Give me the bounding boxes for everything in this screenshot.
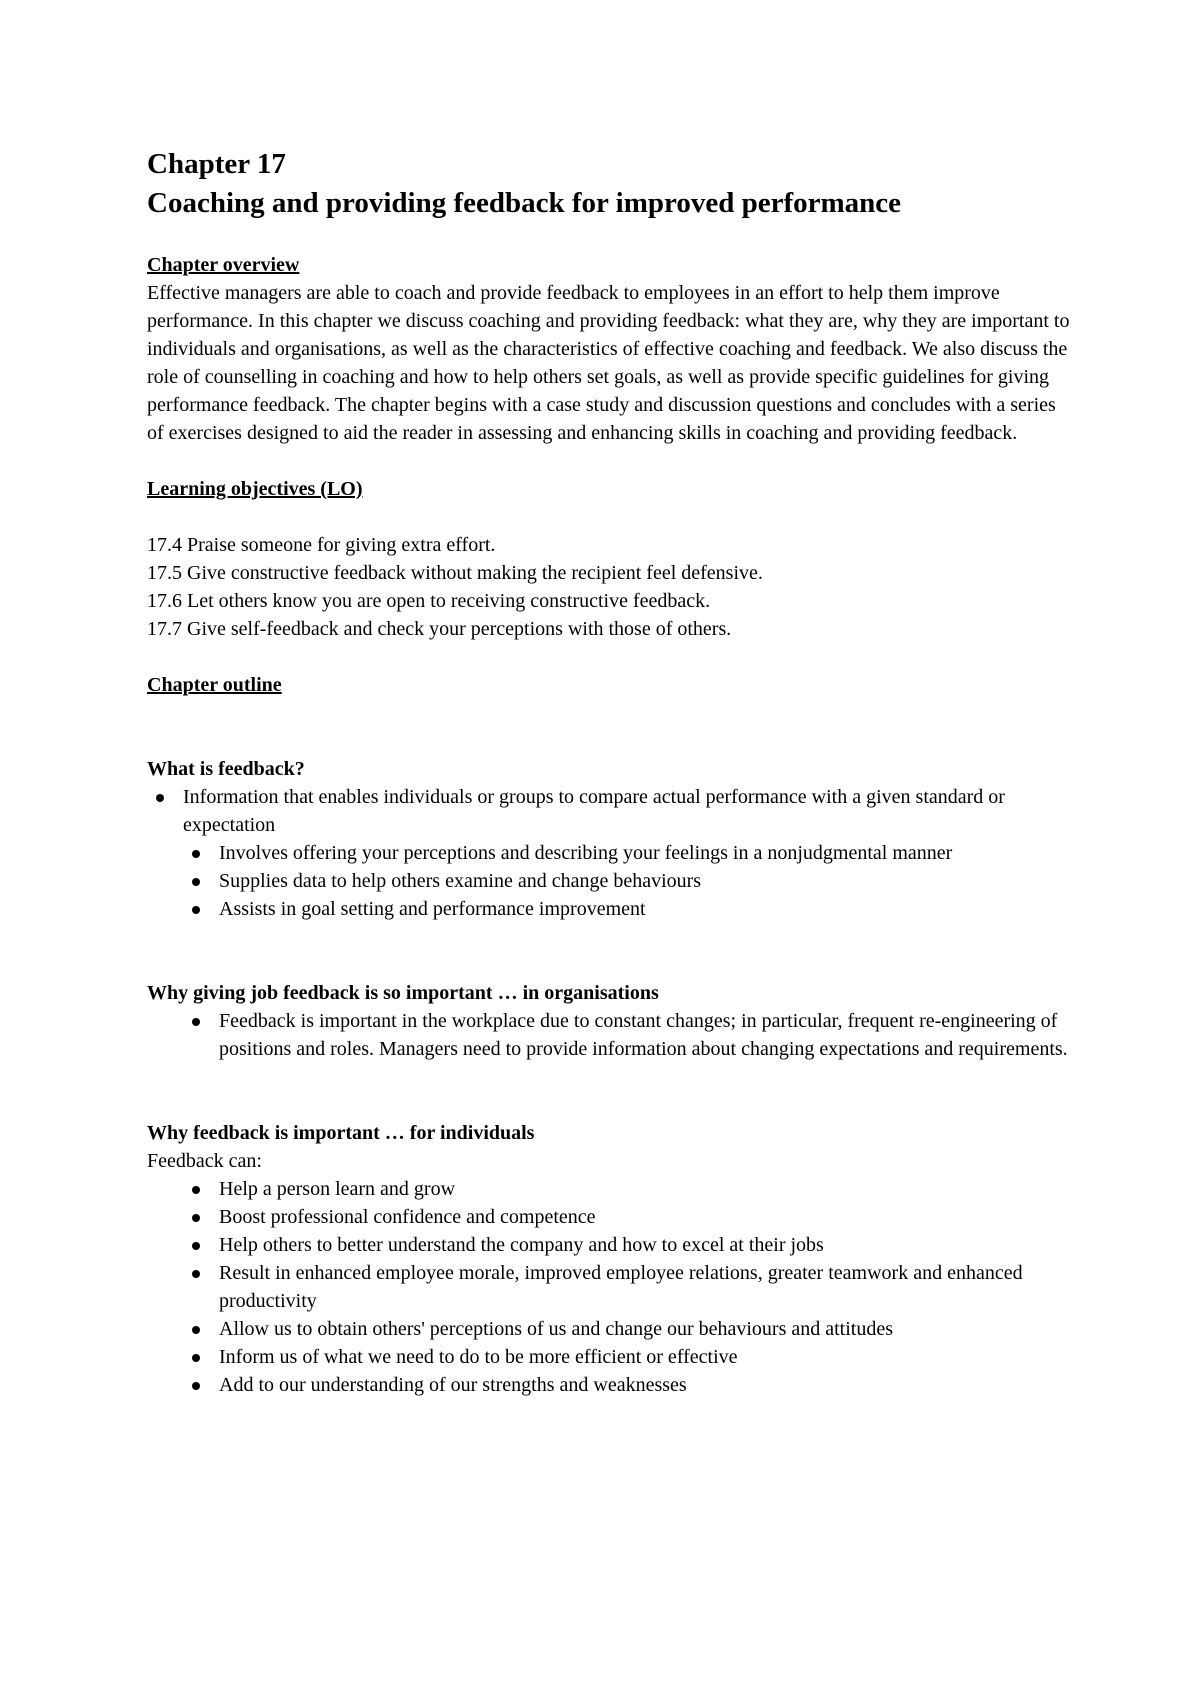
list-item — [183, 1007, 1077, 1063]
objective-item: 17.4 Praise someone for giving extra effort. — [147, 534, 496, 556]
list-item-text: Help a person learn and grow — [219, 1178, 456, 1200]
bullet-icon — [156, 794, 164, 802]
what-is-feedback-list — [147, 783, 1077, 839]
bullet-icon — [192, 1018, 200, 1026]
objective-item: 17.6 Let others know you are open to receiving constructive feedback. — [147, 590, 711, 612]
list-item-text: Boost professional confidence and competence — [219, 1206, 596, 1228]
list-item-text: Information that enables individuals or groups to compare actual performance with a given standard or expectation — [183, 786, 1005, 836]
list-item-text: Result in enhanced employee morale, improved employee relations, greater teamwork and enhanced productivity — [219, 1262, 1023, 1312]
what-is-feedback-heading: What is feedback? — [147, 758, 305, 780]
bullet-icon — [192, 878, 200, 886]
chapter-title: Coaching and providing feedback for improved performance — [147, 187, 902, 219]
list-item — [183, 1343, 1077, 1371]
bullet-icon — [192, 906, 200, 914]
list-item-text: Supplies data to help others examine and change behaviours — [219, 870, 702, 892]
list-item — [183, 1259, 1077, 1315]
list-item-text: Help others to better understand the company and how to excel at their jobs — [219, 1234, 824, 1256]
objective-item: 17.5 Give constructive feedback without making the recipient feel defensive. — [147, 562, 763, 584]
list-item — [183, 1231, 1077, 1259]
list-item-text: Add to our understanding of our strengths and weaknesses — [219, 1374, 687, 1396]
why-orgs-heading: Why giving job feedback is so important … in organisations — [147, 982, 659, 1004]
list-item — [183, 895, 1077, 923]
list-item — [183, 1203, 1077, 1231]
why-individuals-heading: Why feedback is important … for individuals — [147, 1122, 535, 1144]
bullet-icon — [192, 1354, 200, 1362]
list-item-text: Involves offering your perceptions and describing your feelings in a nonjudgmental manner — [219, 842, 953, 864]
bullet-icon — [192, 1242, 200, 1250]
chapter-number: Chapter 17 — [147, 148, 286, 180]
overview-heading: Chapter overview — [147, 254, 300, 276]
why-orgs-list — [183, 1007, 1077, 1063]
overview-text: Effective managers are able to coach and provide feedback to employees in an effort to help them improve performance. In this chapter we discuss coaching and providing feedback: what they are, why they are important to individuals and organisations, as well as the characteristics of effective coaching and feedback. We also discuss the role of counselling in coaching and how to help others set goals, as well as provide specific guidelines for giving performance feedback. The chapter begins with a case study and discussion questions and concludes with a series of exercises designed to aid the reader in assessing and enhancing skills in coaching and providing feedback. — [147, 282, 1070, 444]
bullet-icon — [192, 850, 200, 858]
what-is-feedback-sublist — [183, 839, 1077, 923]
bullet-icon — [192, 1270, 200, 1278]
list-item-text: Inform us of what we need to do to be more efficient or effective — [219, 1346, 738, 1368]
list-item — [147, 783, 1077, 839]
objective-item: 17.7 Give self-feedback and check your perceptions with those of others. — [147, 618, 732, 640]
why-individuals-list — [183, 1175, 1077, 1399]
outline-heading: Chapter outline — [147, 674, 282, 696]
list-item — [183, 1175, 1077, 1203]
list-item — [183, 1371, 1077, 1399]
document-page — [147, 145, 1077, 1399]
list-item — [183, 1315, 1077, 1343]
list-item — [183, 867, 1077, 895]
why-individuals-intro: Feedback can: — [147, 1150, 262, 1172]
bullet-icon — [192, 1186, 200, 1194]
objectives-heading: Learning objectives (LO) — [147, 478, 363, 500]
list-item-text: Assists in goal setting and performance improvement — [219, 898, 646, 920]
list-item-text: Feedback is important in the workplace due to constant changes; in particular, frequent re-engineering of positions and roles. Managers need to provide information about changing expectations and requirements. — [219, 1010, 1068, 1060]
list-item-text: Allow us to obtain others' perceptions of us and change our behaviours and attitudes — [219, 1318, 894, 1340]
bullet-icon — [192, 1382, 200, 1390]
bullet-icon — [192, 1214, 200, 1222]
bullet-icon — [192, 1326, 200, 1334]
list-item — [183, 839, 1077, 867]
